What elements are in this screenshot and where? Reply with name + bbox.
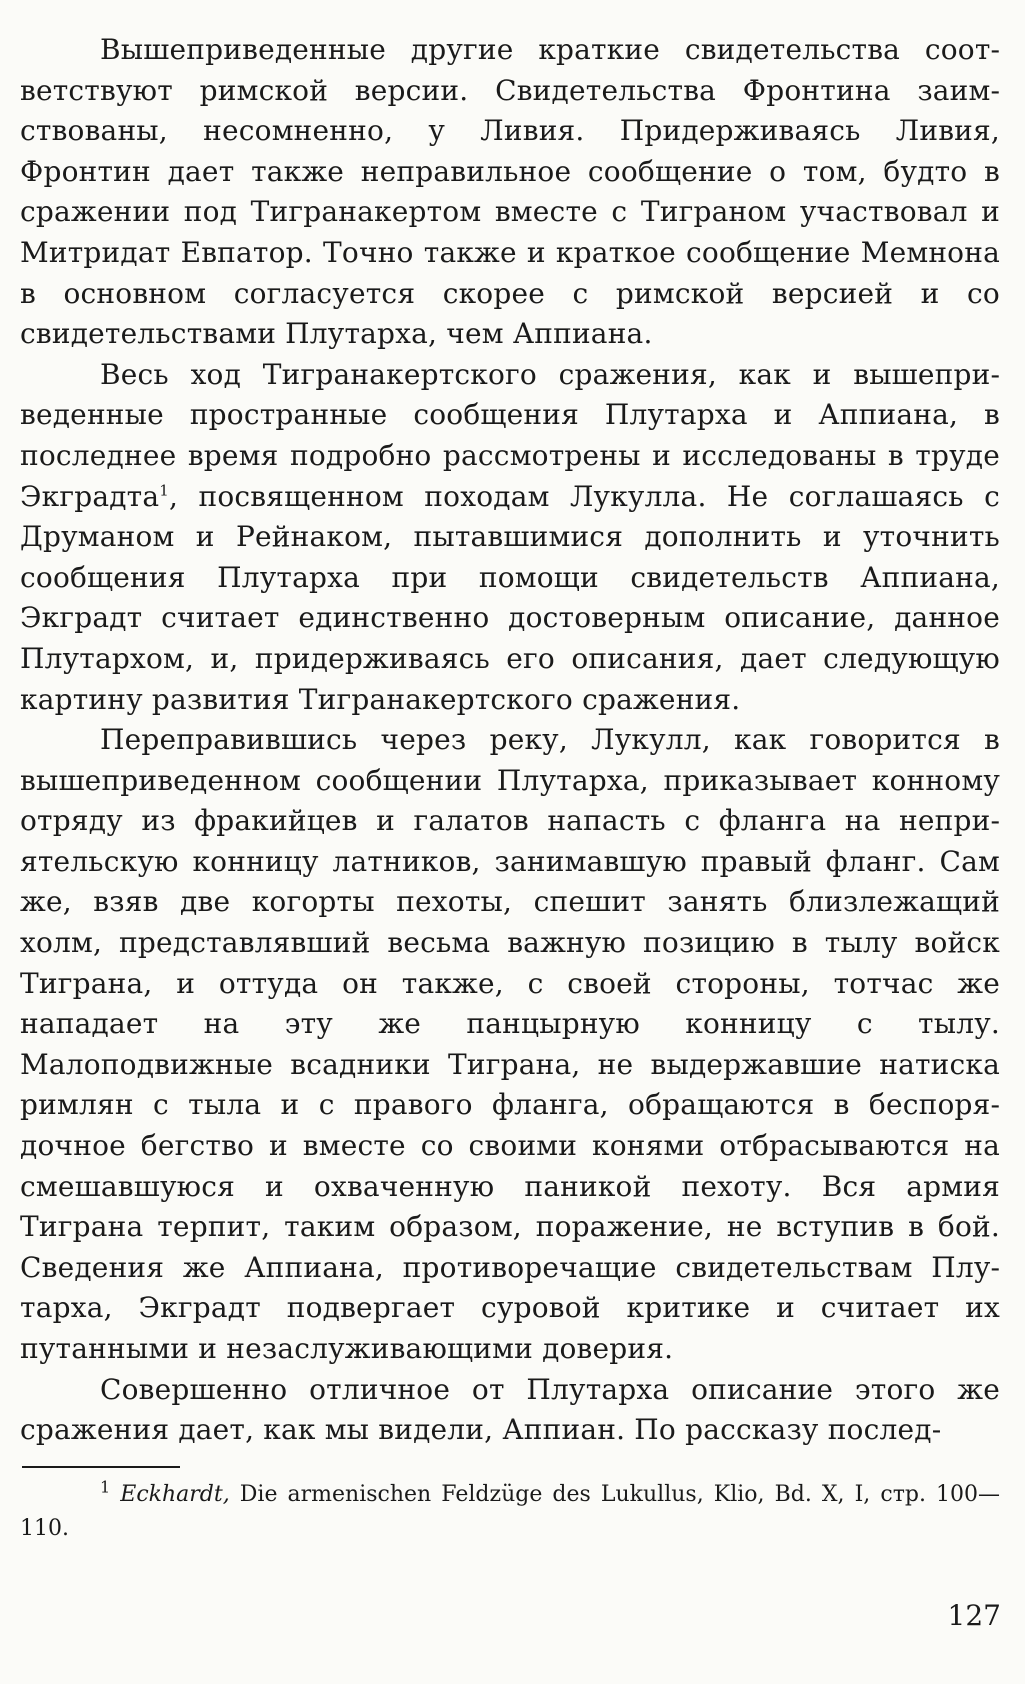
footnote bbox=[20, 1478, 1000, 1546]
paragraph-2 bbox=[20, 355, 1000, 720]
page-number: 127 bbox=[947, 1599, 1001, 1632]
footnote-marker: 1 bbox=[159, 481, 169, 500]
main-text bbox=[20, 30, 1000, 1451]
footnote-divider bbox=[22, 1466, 180, 1468]
paragraph-1 bbox=[20, 30, 1000, 355]
footnote-number: 1 bbox=[100, 1477, 111, 1497]
footnote-author: Eckhardt, bbox=[120, 1482, 230, 1507]
paragraph-3 bbox=[20, 720, 1000, 1370]
paragraph-text: Совершенно отличное от Плутарха описание этого же сражения дает, как мы видели, Аппиан. По рассказу послед- bbox=[20, 1372, 1000, 1447]
paragraph-text: Весь ход Тигранакертского сражения, как и вышеприведенные пространные сообщения Плутарха и Аппиана, в последнее время подробно рассмотрены и исследованы в труде Экградта bbox=[20, 357, 1000, 513]
footnote-text: Die armenischen Feldzüge des Lukullus, Klio, Bd. X, I, стр. 100—110. bbox=[20, 1482, 1001, 1541]
paragraph-text: , посвященном походам Лукулла. Не соглашаясь с Друманом и Рейнаком, пытавшимися дополнить и уточнить сообщения Плутарха при помощи свидетельств Аппиана, Экградт считает единственно достоверным описание, данное Плутархом, и, придерживаясь его описания, дает следующую картину развития Тигранакертского сражения. bbox=[20, 479, 1000, 716]
paragraph-text: Переправившись через реку, Лукулл, как говорится в вышеприведенном сообщении Плутарха, приказывает конному отряду из фракийцев и галатов напасть с фланга на неприятельскую конницу латников, занимавшую правый фланг. Сам же, взяв две когорты пехоты, спешит занять близлежащий холм, представлявший весьма важную позицию в тылу войск Тиграна, и оттуда он также, с своей стороны, тотчас же нападает на эту же панцырную конницу с тылу. Малоподвижные всадники Тиграна, не выдержавшие натиска римлян с тыла и с правого фланга, обращаются в беспорядочное бегство и вместе со своими конями отбрасываются на смешавшуюся и охваченную паникой пехоту. Вся армия Тиграна терпит, таким образом, поражение, не вступив в бой. Сведения же Аппиана, противоречащие свидетельствам Плутарха, Экградт подвергает суровой критике и считает их путанными и незаслуживающими доверия. bbox=[20, 723, 1000, 1365]
paragraph-4 bbox=[20, 1370, 1000, 1451]
paragraph-text: Вышеприведенные другие краткие свидетельства соответствуют римской версии. Свидетельства Фронтина заимствованы, несомненно, у Ливия. Придерживаясь Ливия, Фронтин дает также неправильное сообщение о том, будто в сражении под Тигранакертом вместе с Тиграном участвовал и Митридат Евпатор. Точно также и краткое сообщение Мемнона в основном согласуется скорее с римской версией и со свидетельствами Плутарха, чем Аппиана. bbox=[20, 33, 1000, 351]
